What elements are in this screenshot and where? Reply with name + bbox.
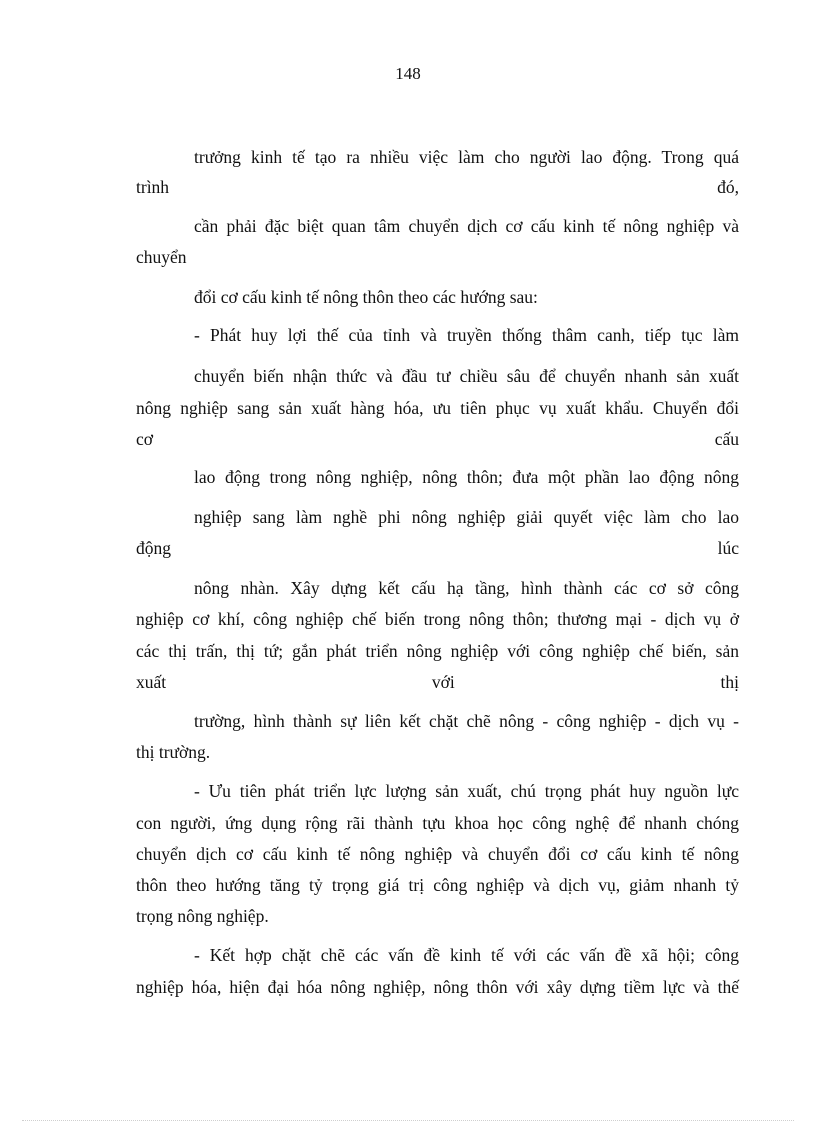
text-line: chuyển dịch cơ cấu kinh tế nông nghiệp và chuyển đổi cơ cấu kinh tế nông (136, 844, 739, 864)
text-line: nông nghiệp sang sản xuất hàng hóa, ưu tiên phục vụ xuất khẩu. Chuyển đổi (136, 398, 739, 418)
text-line: nghiệp hóa, hiện đại hóa nông nghiệp, nông thôn với xây dựng tiềm lực và thế (136, 977, 739, 997)
page-bottom-border (22, 1120, 794, 1121)
text-line: nghiệp cơ khí, công nghiệp chế biến trong nông thôn; thương mại - dịch vụ ở (136, 609, 739, 629)
text-line: cơ cấu (136, 429, 739, 449)
text-line: chuyển biến nhận thức và đầu tư chiều sâu để chuyển nhanh sản xuất (194, 366, 739, 386)
text-line: xuất với thị (136, 672, 739, 692)
text-line: thôn theo hướng tăng tỷ trọng giá trị công nghiệp và dịch vụ, giảm nhanh tỷ (136, 875, 739, 895)
page-number: 148 (395, 64, 421, 83)
text-line: cần phải đặc biệt quan tâm chuyển dịch cơ cấu kinh tế nông nghiệp và (194, 216, 739, 236)
text-line: trọng nông nghiệp. (136, 906, 269, 926)
text-line: động lúc (136, 538, 739, 558)
text-line: con người, ứng dụng rộng rãi thành tựu khoa học công nghệ để nhanh chóng (136, 813, 739, 833)
text-line: lao động trong nông nghiệp, nông thôn; đưa một phần lao động nông (194, 467, 739, 487)
text-line: - Ưu tiên phát triển lực lượng sản xuất, chú trọng phát huy nguồn lực (194, 781, 739, 801)
text-line: - Kết hợp chặt chẽ các vấn đề kinh tế với các vấn đề xã hội; công (194, 945, 739, 965)
text-line: các thị trấn, thị tứ; gắn phát triển nông nghiệp với công nghiệp chế biến, sản (136, 641, 739, 661)
text-line: trường, hình thành sự liên kết chặt chẽ nông - công nghiệp - dịch vụ - (194, 711, 739, 731)
text-line: trưởng kinh tế tạo ra nhiều việc làm cho người lao động. Trong quá (194, 147, 739, 167)
text-line: - Phát huy lợi thế của tỉnh và truyền thống thâm canh, tiếp tục làm (194, 325, 739, 345)
text-line: nông nhàn. Xây dựng kết cấu hạ tầng, hình thành các cơ sở công (194, 578, 739, 598)
text-line: đổi cơ cấu kinh tế nông thôn theo các hướng sau: (194, 287, 538, 307)
text-line: trình đó, (136, 177, 739, 197)
text-line: nghiệp sang làm nghề phi nông nghiệp giải quyết việc làm cho lao (194, 507, 739, 527)
text-line: thị trường. (136, 742, 211, 762)
text-line: chuyển (136, 247, 187, 267)
